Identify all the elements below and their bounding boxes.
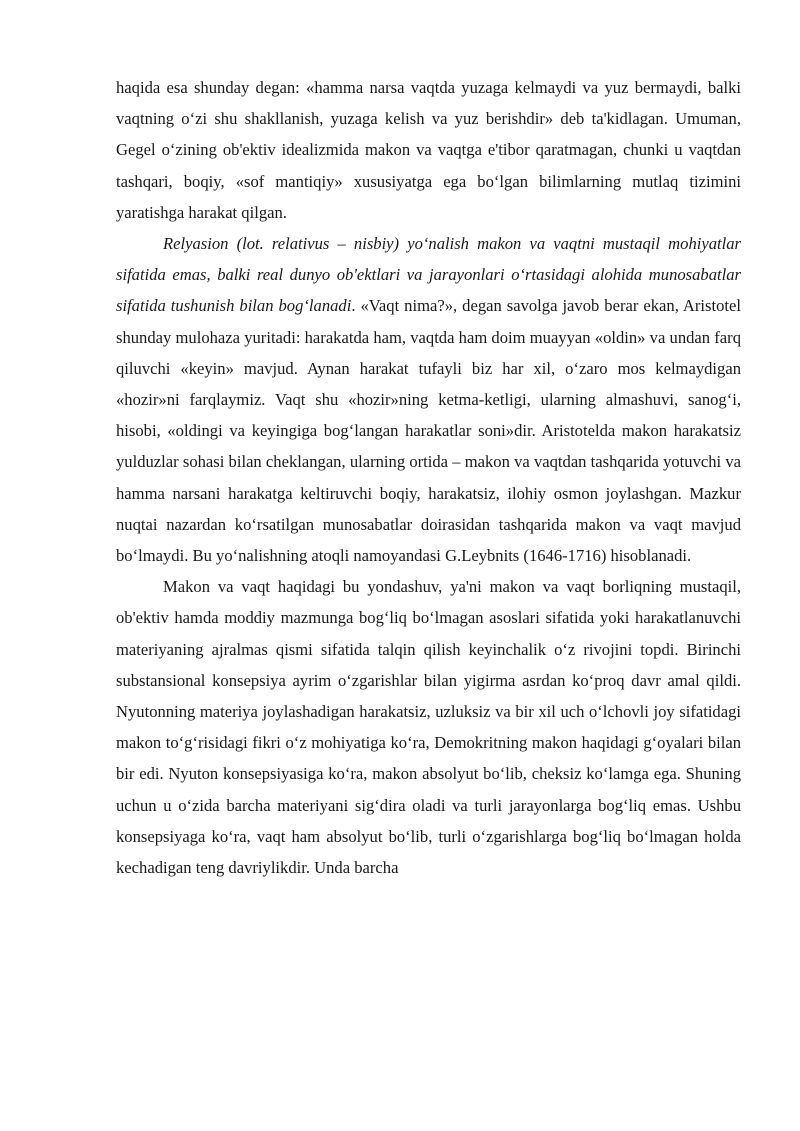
paragraph-3: Makon va vaqt haqidagi bu yondashuv, ya'ni makon va vaqt borliqning mustaqil, ob'ektiv hamda moddiy mazmunga bog‘liq bo‘lmagan asoslari sifatida yoki harakatlanuvchi materiyaning ajralmas qismi sifatida talqin qilish keyinchalik o‘z rivojini topdi. Birinchi substansional konsepsiya ayrim o‘zgarishlar bilan yigirma asrdan ko‘proq davr amal qildi. Nyutonning materiya joylashadigan harakatsiz, uzluksiz va bir xil uch o‘lchovli joy sifatidagi makon to‘g‘risidagi fikri o‘z mohiyatiga ko‘ra, Demokritning makon haqidagi g‘oyalari bilan bir edi. Nyuton konsepsiyasiga ko‘ra, makon absolyut bo‘lib, cheksiz ko‘lamga ega. Shuning uchun u o‘zida barcha materiyani sig‘dira oladi va turli jarayonlarga bog‘liq emas. Ushbu konsepsiyaga ko‘ra, vaqt ham absolyut bo‘lib, turli o‘zgarishlarga bog‘liq bo‘lmagan holda kechadigan teng davriylikdir. Unda barcha [116, 577, 741, 878]
paragraph-2 [116, 228, 741, 571]
paragraph-2-italic-definition: Relyasion (lot. relativus – nisbiy) yo‘nalish makon va vaqtni mustaqil mohiyatlar sifatida emas, balki real dunyo ob'ektlari va jarayonlari o‘rtasidagi alohida munosabatlar sifatida tushunish bilan bog‘lanadi [116, 234, 741, 316]
paragraph-2-text: . «Vaqt nima?», degan savolga javob berar ekan, Aristotel shunday mulohaza yuritadi: harakatda ham, vaqtda ham doim muayyan «oldin» va undan farq qiluvchi «keyin» mavjud. Aynan harakat tufayli biz har xil, o‘zaro mos kelmaydigan «hozir»ni farqlaymiz. Vaqt shu «hozir»ning ketma-ketligi, ularning almashuvi, sanog‘i, hisobi, «oldingi va keyingiga bog‘langan harakatlar soni»dir. Aristotelda makon harakatsiz yulduzlar sohasi bilan cheklangan, ularning ortida – makon va vaqtdan tashqarida yotuvchi va hamma narsani harakatga keltiruvchi boqiy, harakatsiz, ilohiy osmon joylashgan. Mazkur nuqtai nazardan ko‘rsatilgan munosabatlar doirasidan tashqarida makon va vaqt mavjud bo‘lmaydi. Bu yo‘nalishning atoqli namoyandasi G.Leybnits (1646-1716) hisoblanadi. [116, 296, 741, 566]
document-page [116, 72, 741, 883]
paragraph-1: haqida esa shunday degan: «hamma narsa vaqtda yuzaga kelmaydi va yuz bermaydi, balki vaqtning o‘zi shu shakllanish, yuzaga kelish va yuz berishdir» deb ta'kidlagan. Umuman, Gegel o‘zining ob'ektiv idealizmida makon va vaqtga e'tibor qaratmagan, chunki u vaqtdan tashqari, boqiy, «sof mantiqiy» xususiyatga ega bo‘lgan bilimlarning mutlaq tizimini yaratishga harakat qilgan. [116, 78, 741, 222]
